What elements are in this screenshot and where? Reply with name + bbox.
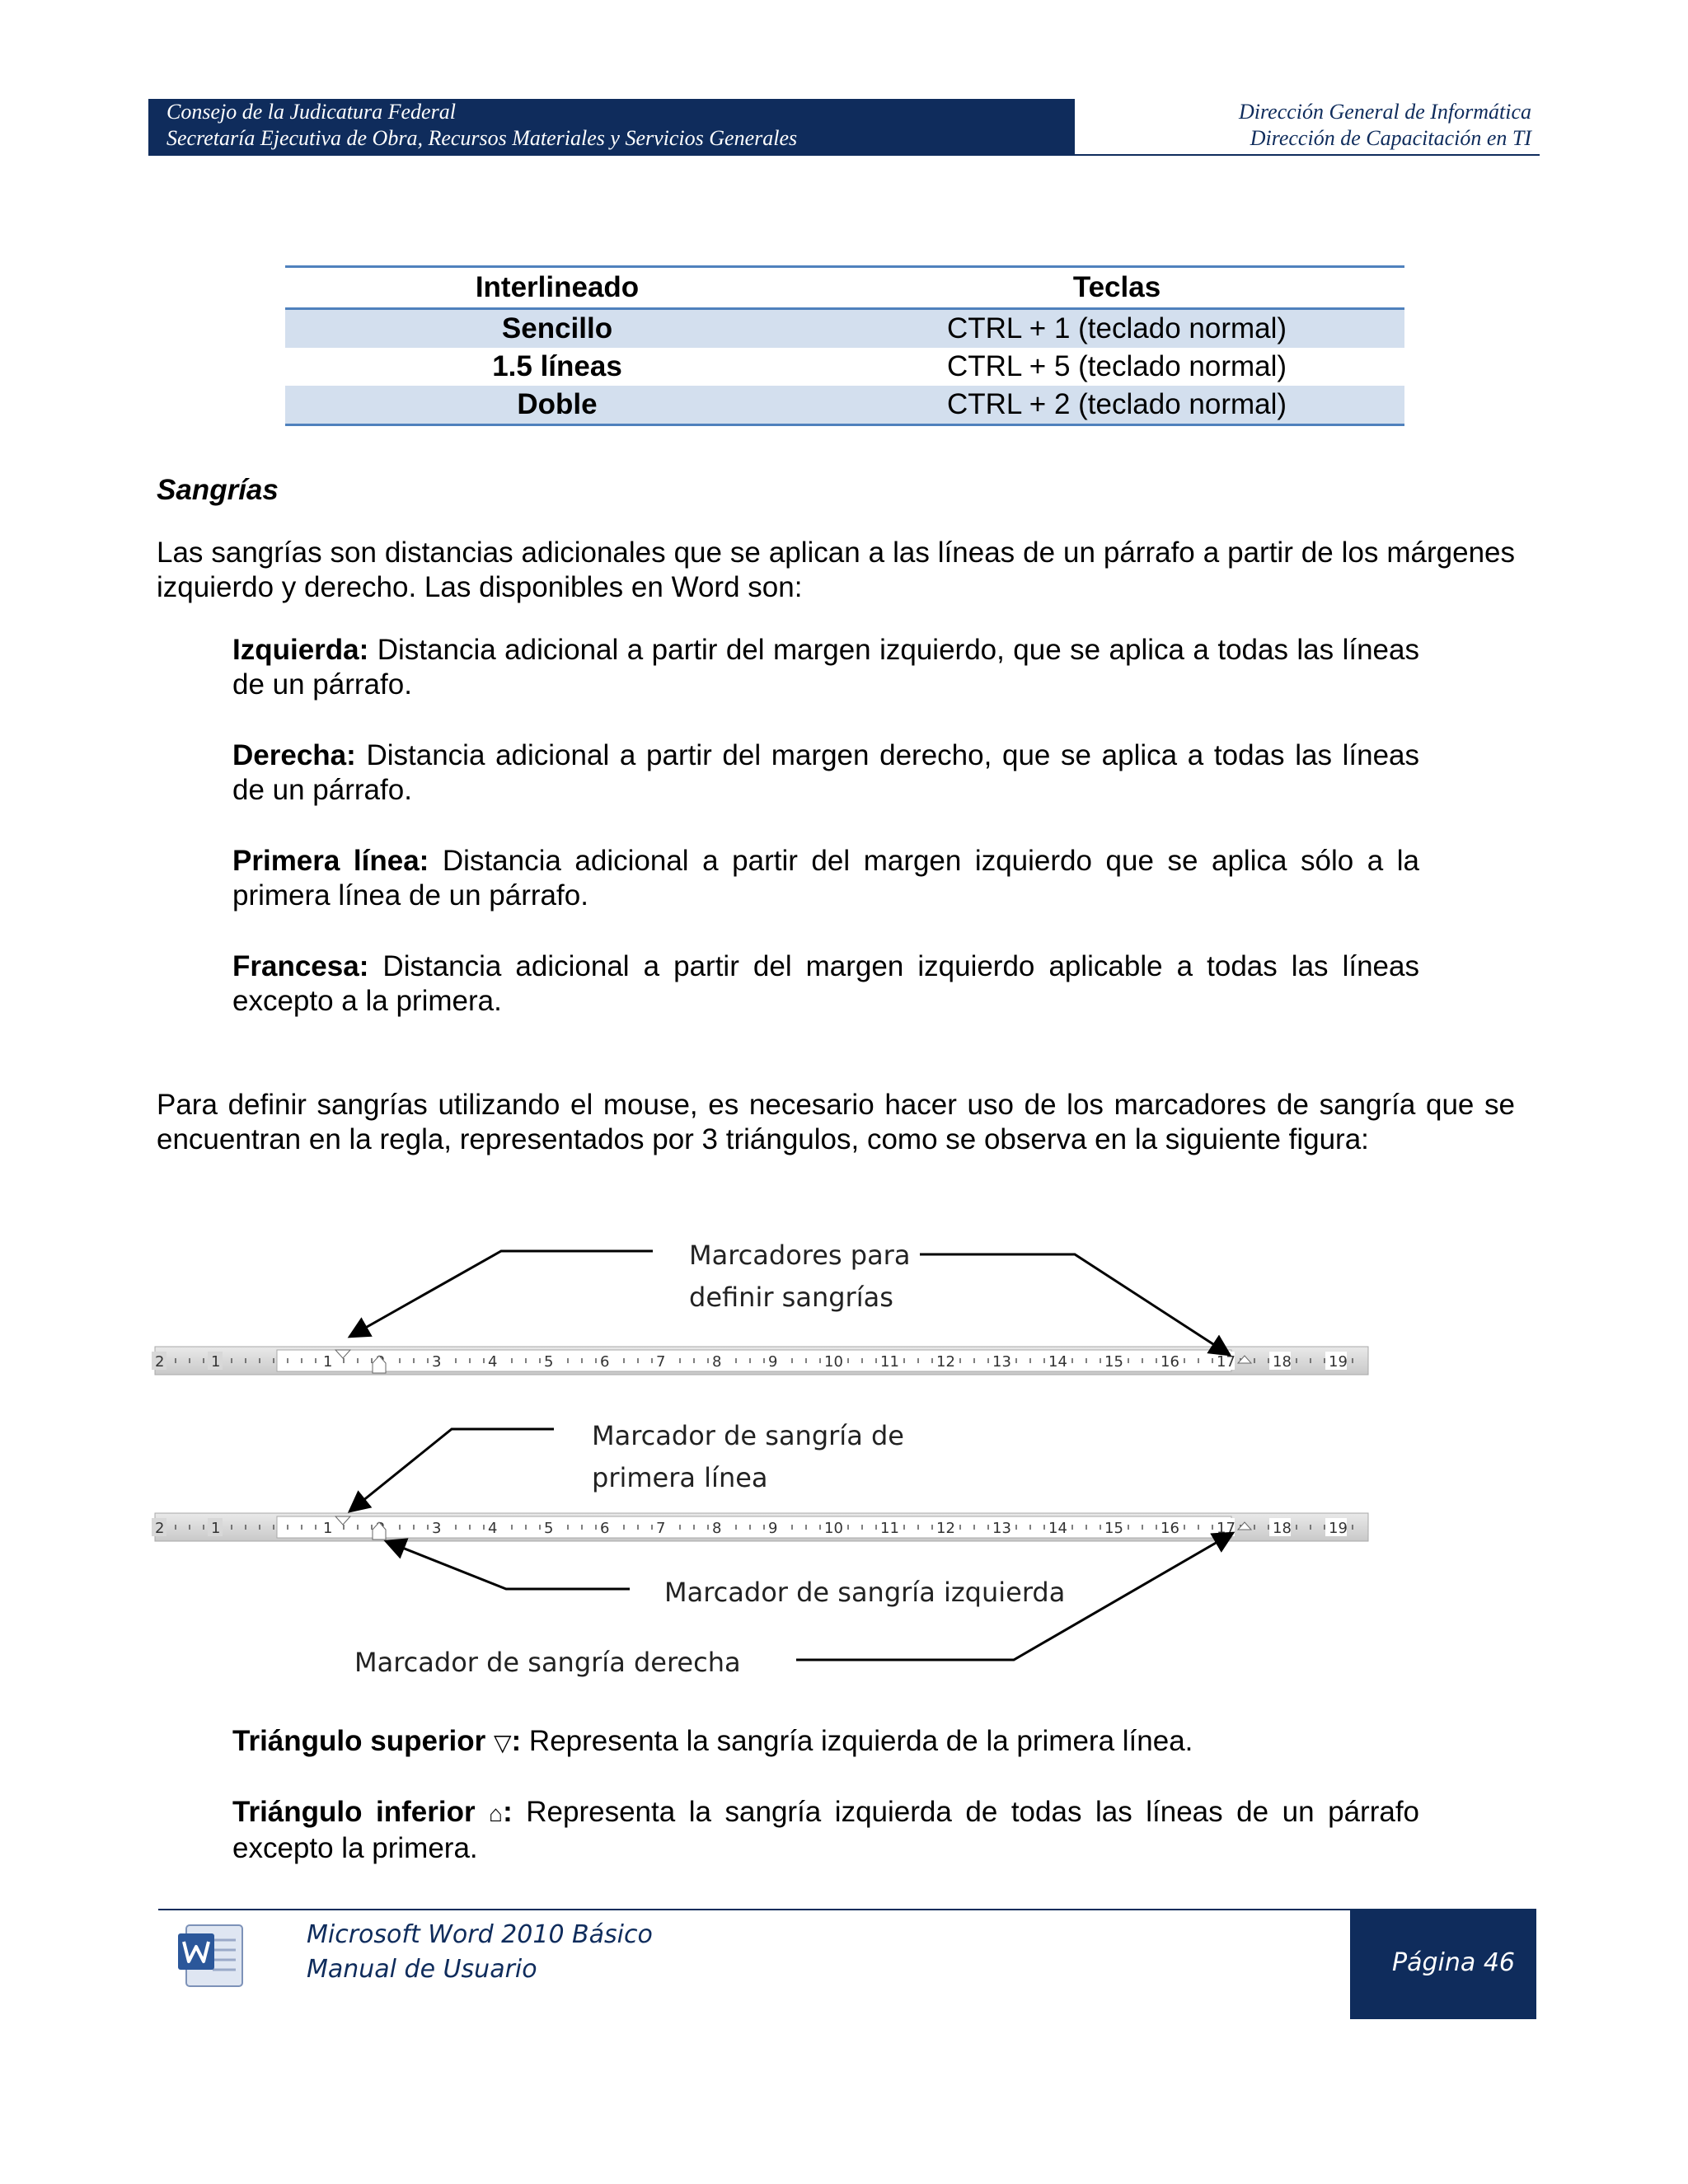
- ruler-number: 9: [768, 1353, 778, 1371]
- ruler-number: 5: [544, 1353, 554, 1371]
- triangle-upper: [232, 1724, 1419, 1760]
- definition-text: Distancia adicional a partir del margen izquierdo aplicable a todas las líneas excepto a la primera.: [232, 950, 1419, 1017]
- triangle-text: Representa la sangría izquierda de la primera línea.: [521, 1725, 1193, 1757]
- triangle-term: Triángulo inferior: [232, 1796, 476, 1828]
- definition-right: [232, 738, 1419, 808]
- footer-rule: [158, 1909, 1352, 1910]
- callout-first-line-2: primera línea: [592, 1462, 768, 1493]
- ruler-number: 13: [992, 1520, 1011, 1537]
- definition-first-line: [232, 844, 1419, 913]
- triangle-lower: [232, 1795, 1419, 1866]
- table-header-cell: Teclas: [829, 267, 1404, 309]
- ruler-number: 15: [1104, 1353, 1123, 1371]
- ruler-number: 12: [936, 1520, 955, 1537]
- definition-hanging: [232, 949, 1419, 1019]
- ruler-number: 17: [1217, 1353, 1236, 1371]
- definition-term: Francesa:: [232, 950, 369, 982]
- header-subdirection: Dirección de Capacitación en TI: [1250, 126, 1531, 150]
- definition-term: Derecha:: [232, 739, 356, 771]
- header-rule: [148, 154, 1540, 156]
- ruler-number: 4: [488, 1353, 498, 1371]
- table-cell: 1.5 líneas: [492, 350, 622, 382]
- ruler-number: 15: [1104, 1520, 1123, 1537]
- ruler-number: 2: [155, 1353, 165, 1371]
- ruler-number: 13: [992, 1353, 1011, 1371]
- ruler-number: 7: [656, 1353, 666, 1371]
- line-spacing-table: [285, 265, 1404, 426]
- triangle-down-icon: ▽: [494, 1730, 512, 1755]
- callout-left-indent: Marcador de sangría izquierda: [664, 1577, 1066, 1608]
- ruler-number: 19: [1329, 1520, 1348, 1537]
- ruler-number: 11: [880, 1520, 899, 1537]
- header-direction: Dirección General de Informática: [1239, 100, 1531, 124]
- ruler-number: 5: [544, 1520, 554, 1537]
- mouse-paragraph: Para definir sangrías utilizando el mouse, es necesario hacer uso de los marcadores de sangría que se encuentran en la regla, representados por 3 triángulos, como se observa en la siguiente figura:: [157, 1089, 1515, 1155]
- table-cell: Doble: [285, 386, 829, 425]
- ruler-number: 19: [1329, 1353, 1348, 1371]
- word-logo-icon: [175, 1919, 251, 1990]
- table-header-cell: Interlineado: [285, 267, 829, 309]
- header-organization: Consejo de la Judicatura Federal: [166, 100, 456, 124]
- footer-manual: Manual de Usuario: [307, 1955, 537, 1984]
- header-secretariat: Secretaría Ejecutiva de Obra, Recursos Materiales y Servicios Generales: [166, 126, 798, 150]
- table-row: [285, 348, 1404, 386]
- triangle-text: Representa la sangría izquierda de todas las líneas de un párrafo excepto la primera.: [232, 1796, 1420, 1864]
- ruler-number: 7: [656, 1520, 666, 1537]
- ruler-number: 6: [600, 1353, 610, 1371]
- triangle-colon: :: [503, 1796, 513, 1828]
- ruler-number: 10: [824, 1353, 843, 1371]
- ruler-top: [152, 1347, 1368, 1375]
- table-cell: Sencillo: [285, 309, 829, 349]
- ruler-number: 11: [880, 1353, 899, 1371]
- triangle-house-icon: ⌂: [489, 1801, 504, 1826]
- ruler-number: 10: [824, 1520, 843, 1537]
- table-cell: CTRL + 5 (teclado normal): [946, 350, 1287, 382]
- table-header-row: [285, 267, 1404, 309]
- definition-text: Distancia adicional a partir del margen izquierdo que se aplica sólo a la primera línea de un párrafo.: [232, 845, 1420, 912]
- ruler-number: 4: [488, 1520, 498, 1537]
- footer-product: Microsoft Word 2010 Básico: [307, 1920, 653, 1949]
- ruler-number: 6: [600, 1520, 610, 1537]
- ruler-number: 1: [211, 1520, 221, 1537]
- triangle-term: Triángulo superior: [232, 1725, 486, 1757]
- intro-paragraph: Las sangrías son distancias adicionales que se aplican a las líneas de un párrafo a partir de los márgenes izquierdo y derecho. Las disponibles en Word son:: [157, 537, 1515, 603]
- ruler-number: 3: [432, 1353, 442, 1371]
- ruler-number: 18: [1273, 1353, 1292, 1371]
- table-cell: CTRL + 2 (teclado normal): [829, 386, 1404, 425]
- page-number: Página 46: [1392, 1948, 1515, 1977]
- ruler-number: 8: [712, 1520, 722, 1537]
- callout-markers-line2: definir sangrías: [689, 1282, 893, 1313]
- ruler-number: 17: [1217, 1520, 1236, 1537]
- ruler-number: 16: [1160, 1520, 1179, 1537]
- ruler-number: 12: [936, 1353, 955, 1371]
- ruler-number: 1: [323, 1520, 333, 1537]
- ruler-bottom: [152, 1513, 1368, 1541]
- ruler-number: 1: [211, 1353, 221, 1371]
- section-title: Sangrías: [157, 474, 279, 506]
- ruler-number: 18: [1273, 1520, 1292, 1537]
- table-row: [285, 386, 1404, 425]
- ruler-number: 1: [323, 1353, 333, 1371]
- callout-markers-line1: Marcadores para: [689, 1240, 911, 1271]
- definition-text: Distancia adicional a partir del margen derecho, que se aplica a todas las líneas de un párrafo.: [232, 739, 1419, 806]
- callout-first-line-1: Marcador de sangría de: [592, 1420, 904, 1451]
- triangle-colon: :: [511, 1725, 522, 1757]
- definition-left: [232, 633, 1419, 702]
- table-cell: CTRL + 1 (teclado normal): [829, 309, 1404, 349]
- definition-text: Distancia adicional a partir del margen izquierdo, que se aplica a todas las líneas de un párrafo.: [232, 634, 1419, 701]
- ruler-number: 9: [768, 1520, 778, 1537]
- callout-right-indent: Marcador de sangría derecha: [354, 1647, 741, 1678]
- ruler-number: 3: [432, 1520, 442, 1537]
- ruler-number: 14: [1048, 1520, 1067, 1537]
- ruler-number: 16: [1160, 1353, 1179, 1371]
- definition-term: Primera línea:: [232, 845, 429, 877]
- table-row: [285, 309, 1404, 349]
- ruler-number: 2: [155, 1520, 165, 1537]
- ruler-number: 8: [712, 1353, 722, 1371]
- ruler-number: 14: [1048, 1353, 1067, 1371]
- definition-term: Izquierda:: [232, 634, 369, 666]
